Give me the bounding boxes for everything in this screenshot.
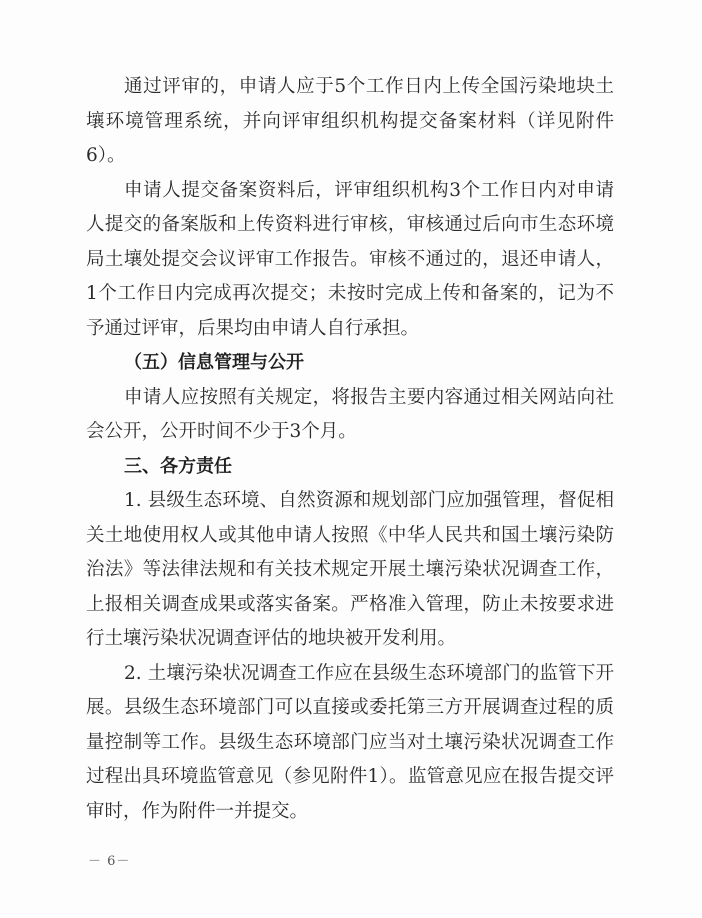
section-heading-responsibilities: 三、各方责任 <box>124 455 232 477</box>
paragraph-public-disclosure: 申请人应按照有关规定，将报告主要内容通过相关网站向社会公开，公开时间不少于3个月。 <box>86 386 614 442</box>
page-number: － 6－ <box>88 854 131 869</box>
section-heading-info-disclosure: （五）信息管理与公开 <box>124 352 304 373</box>
paragraph-filing-review: 申请人提交备案资料后，评审组织机构3个工作日内对申请人提交的备案版和上传资料进行审核，审核通过后向市生态环境局土壤处提交会议评审工作报告。审核不通过的，退还申请人，1个工作日内完成再次提交；未按时完成上传和备案的，记为不予通过评审，后果均由申请人自行承担。 <box>86 179 614 339</box>
document-body <box>86 70 614 829</box>
paragraph-responsibility-1: 1. 县级生态环境、自然资源和规划部门应加强管理，督促相关土地使用权人或其他申请人按照《中华人民共和国土壤污染防治法》等法律法规和有关技术规定开展土壤污染状况调查工作，上报相关调查成果或落实备案。严格准入管理，防止未按要求进行土壤污染状况调查评估的地块被开发利用。 <box>86 490 614 649</box>
paragraph-responsibility-2: 2. 土壤污染状况调查工作应在县级生态环境部门的监管下开展。县级生态环境部门可以直接或委托第三方开展调查过程的质量控制等工作。县级生态环境部门应当对土壤污染状况调查工作过程出具环境监管意见（参见附件1）。监管意见应在报告提交评审时，作为附件一并提交。 <box>86 662 614 822</box>
paragraph-filing-submission: 通过评审的，申请人应于5个工作日内上传全国污染地块土壤环境管理系统，并向评审组织机构提交备案材料（详见附件6）。 <box>86 76 614 166</box>
